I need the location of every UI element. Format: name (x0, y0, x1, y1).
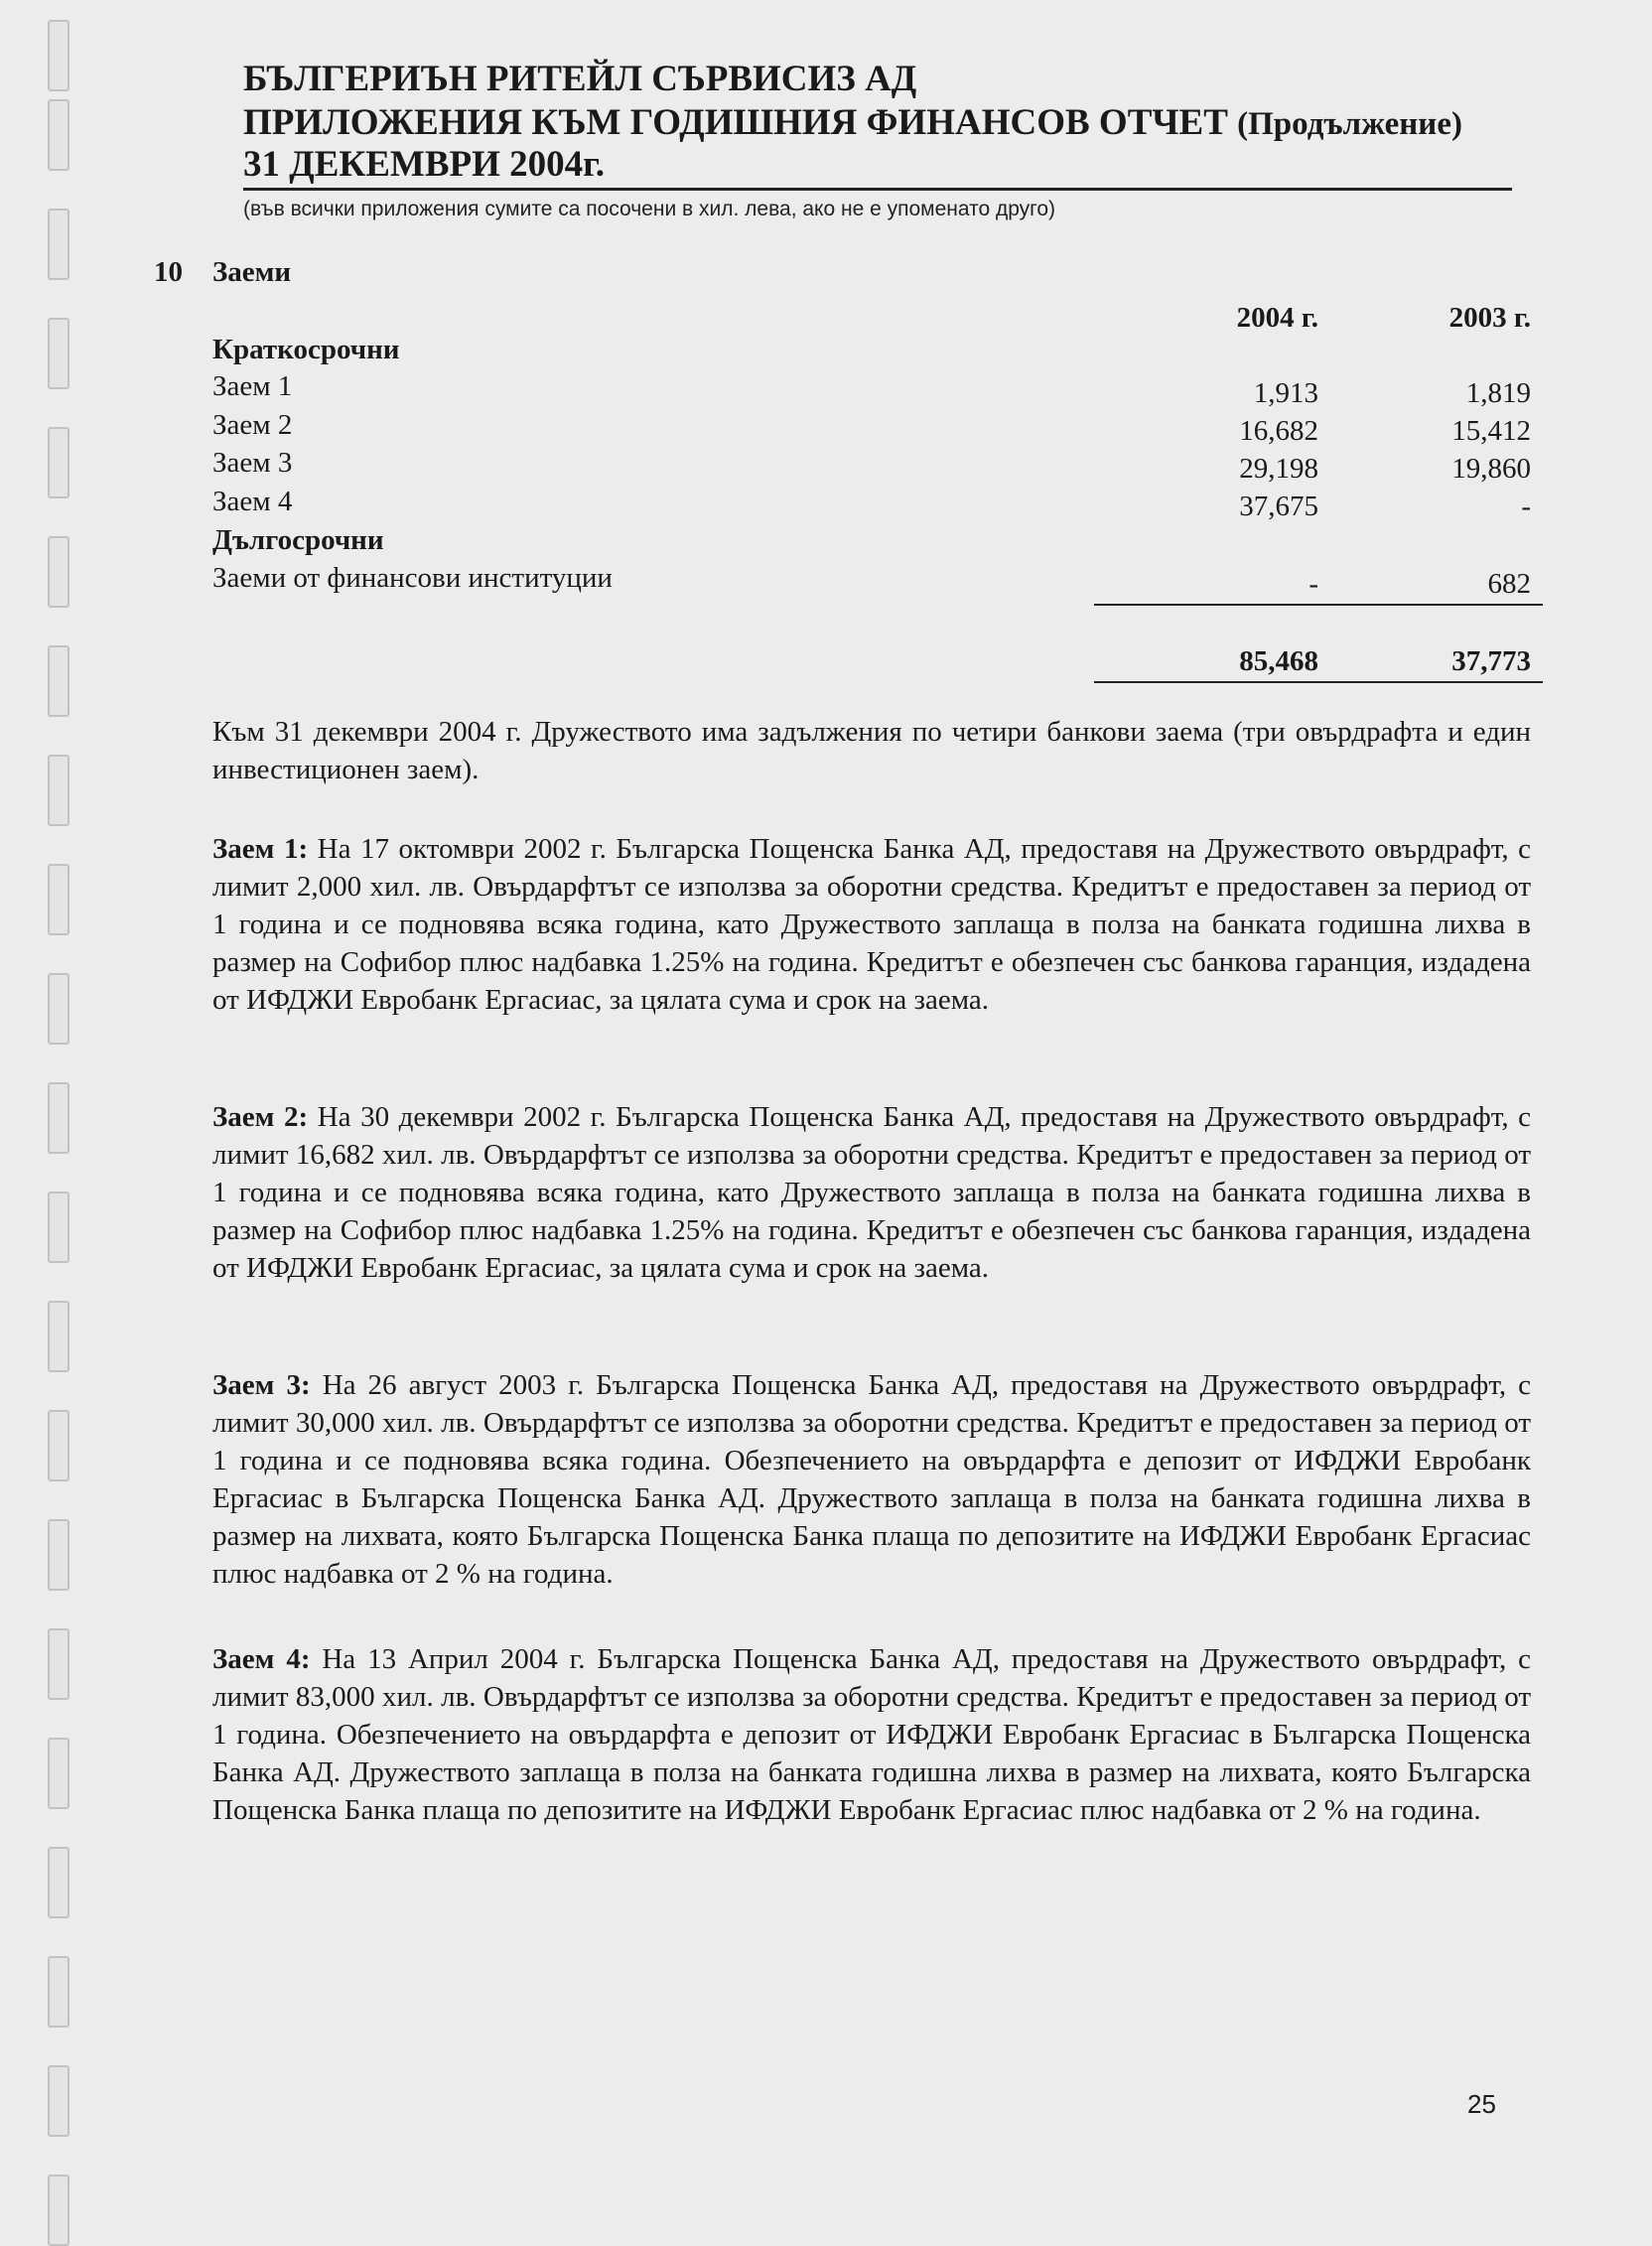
binder-hole (48, 1628, 69, 1700)
binder-hole (48, 20, 69, 91)
binder-hole (48, 645, 69, 717)
row-label: Заем 4 (212, 486, 293, 517)
binder-hole (48, 536, 69, 608)
loan2-paragraph (212, 1098, 1531, 1287)
subtotal-rule (1094, 604, 1543, 606)
row-value-2004: - (1308, 568, 1318, 600)
total-2003: 37,773 (1451, 645, 1531, 677)
binder-hole (48, 755, 69, 826)
column-header-2003: 2003 г. (1448, 302, 1531, 334)
loan4-label: Заем 4: (212, 1643, 311, 1675)
binder-hole (48, 864, 69, 935)
row-label: Заем 3 (212, 447, 293, 479)
binder-hole (48, 973, 69, 1045)
short-term-heading: Краткосрочни (212, 334, 400, 365)
binder-hole (48, 99, 69, 171)
binder-hole (48, 2175, 69, 2246)
row-value-2004: 1,913 (1253, 377, 1318, 409)
binder-hole (48, 1738, 69, 1809)
row-label: Заеми от финансови институции (212, 562, 613, 594)
total-rule (1094, 681, 1543, 683)
section-number: 10 (154, 256, 183, 288)
loan4-text: На 13 Април 2004 г. Българска Пощенска Банка АД, предоставя на Дружеството овърдрафт, с лимит 83,000 хил. лв. Овърдарфтът се използва за оборотни средства. Кредитът е предоставен за период от 1 година. Обезпечението на овърдарфта е депозит от ИФДЖИ Евробанк Ергасиас в Българска Пощенска Банка АД. Дружеството заплаща в полза на банката годишна лихва в размер на лихвата, която Българска Пощенска Банка плаща по депозитите на ИФДЖИ Евробанк Ергасиас плюс надбавка от 2 % на година. (212, 1643, 1531, 1826)
binder-hole (48, 427, 69, 498)
row-value-2004: 16,682 (1239, 415, 1318, 447)
binder-hole (48, 1847, 69, 1918)
loan2-label: Заем 2: (212, 1101, 309, 1133)
loan3-text: На 26 август 2003 г. Българска Пощенска Банка АД, предоставя на Дружеството овърдрафт, с лимит 30,000 хил. лв. Овърдарфтът се използва за оборотни средства. Кредитът е предоставен за период от 1 година и се подновява всяка година. Обезпечението на овърдарфта е депозит от ИФДЖИ Евробанк Ергасиас в Българска Пощенска Банка АД. Дружеството заплаща в полза на банката годишна лихва в размер на лихвата, която Българска Пощенска Банка плаща по депозитите на ИФДЖИ Евробанк Ергасиас плюс надбавка от 2 % на година. (212, 1369, 1531, 1590)
row-value-2003: 19,860 (1451, 453, 1531, 485)
binder-hole (48, 318, 69, 389)
loan3-paragraph (212, 1366, 1531, 1593)
intro-paragraph: Към 31 декември 2004 г. Дружеството има задължения по четири банкови заема (три овърдрафта и един инвестиционен заем). (212, 716, 1531, 785)
row-value-2004: 37,675 (1239, 491, 1318, 522)
binder-holes (48, 0, 71, 2233)
binder-hole (48, 2065, 69, 2137)
row-label: Заем 2 (212, 409, 293, 441)
row-value-2004: 29,198 (1239, 453, 1318, 485)
binder-hole (48, 1956, 69, 2028)
binder-hole (48, 1301, 69, 1372)
title-main: ПРИЛОЖЕНИЯ КЪМ ГОДИШНИЯ ФИНАНСОВ ОТЧЕТ (243, 102, 1228, 143)
loan3-label: Заем 3: (212, 1369, 311, 1401)
binder-hole (48, 1519, 69, 1591)
long-term-heading: Дългосрочни (212, 524, 384, 556)
document-title (243, 101, 1462, 146)
column-header-2004: 2004 г. (1236, 302, 1318, 334)
loan2-text: На 30 декември 2002 г. Българска Пощенска Банка АД, предоставя на Дружеството овърдрафт, с лимит 16,682 хил. лв. Овърдарфтът се използва за оборотни средства. Кредитът е предоставен за период от 1 година и се подновява всяка година, като Дружеството заплаща в полза на банката годишна лихва в размер на Софибор плюс надбавка 1.25% на година. Кредитът е обезпечен със банкова гаранция, издадена от ИФДЖИ Евробанк Ергасиас, за цялата сума и срок на заема. (212, 1101, 1532, 1284)
loan1-text: На 17 октомври 2002 г. Българска Пощенска Банка АД, предоставя на Дружеството овърдрафт, с лимит 2,000 хил. лв. Овърдарфтът се използва за оборотни средства. Кредитът е предоставен за период от 1 година и се подновява всяка година, като Дружеството заплаща в полза на банката годишна лихва в размер на Софибор плюс надбавка 1.25% на година. Кредитът е обезпечен със банкова гаранция, издадена от ИФДЖИ Евробанк Ергасиас, за цялата сума и срок на заема. (212, 833, 1531, 1016)
row-value-2003: - (1521, 491, 1531, 522)
units-note: (във всички приложения сумите са посочени в хил. лева, ако не е упоменато друго) (243, 198, 1056, 220)
loan1-paragraph (212, 830, 1531, 1019)
row-label: Заем 1 (212, 370, 293, 402)
header-rule (243, 188, 1512, 191)
row-value-2003: 1,819 (1465, 377, 1531, 409)
row-value-2003: 15,412 (1451, 415, 1531, 447)
title-suffix: (Продължение) (1237, 106, 1462, 142)
binder-hole (48, 209, 69, 280)
page-number: 25 (1467, 2089, 1496, 2119)
binder-hole (48, 1192, 69, 1263)
loan4-paragraph (212, 1640, 1531, 1829)
binder-hole (48, 1410, 69, 1481)
section-title: Заеми (212, 256, 292, 288)
loan1-label: Заем 1: (212, 833, 309, 865)
company-name: БЪЛГЕРИЪН РИТЕЙЛ СЪРВИСИЗ АД (243, 59, 917, 99)
row-value-2003: 682 (1487, 568, 1531, 600)
report-date: 31 ДЕКЕМВРИ 2004г. (243, 144, 606, 185)
total-2004: 85,468 (1239, 645, 1318, 677)
binder-hole (48, 1082, 69, 1154)
